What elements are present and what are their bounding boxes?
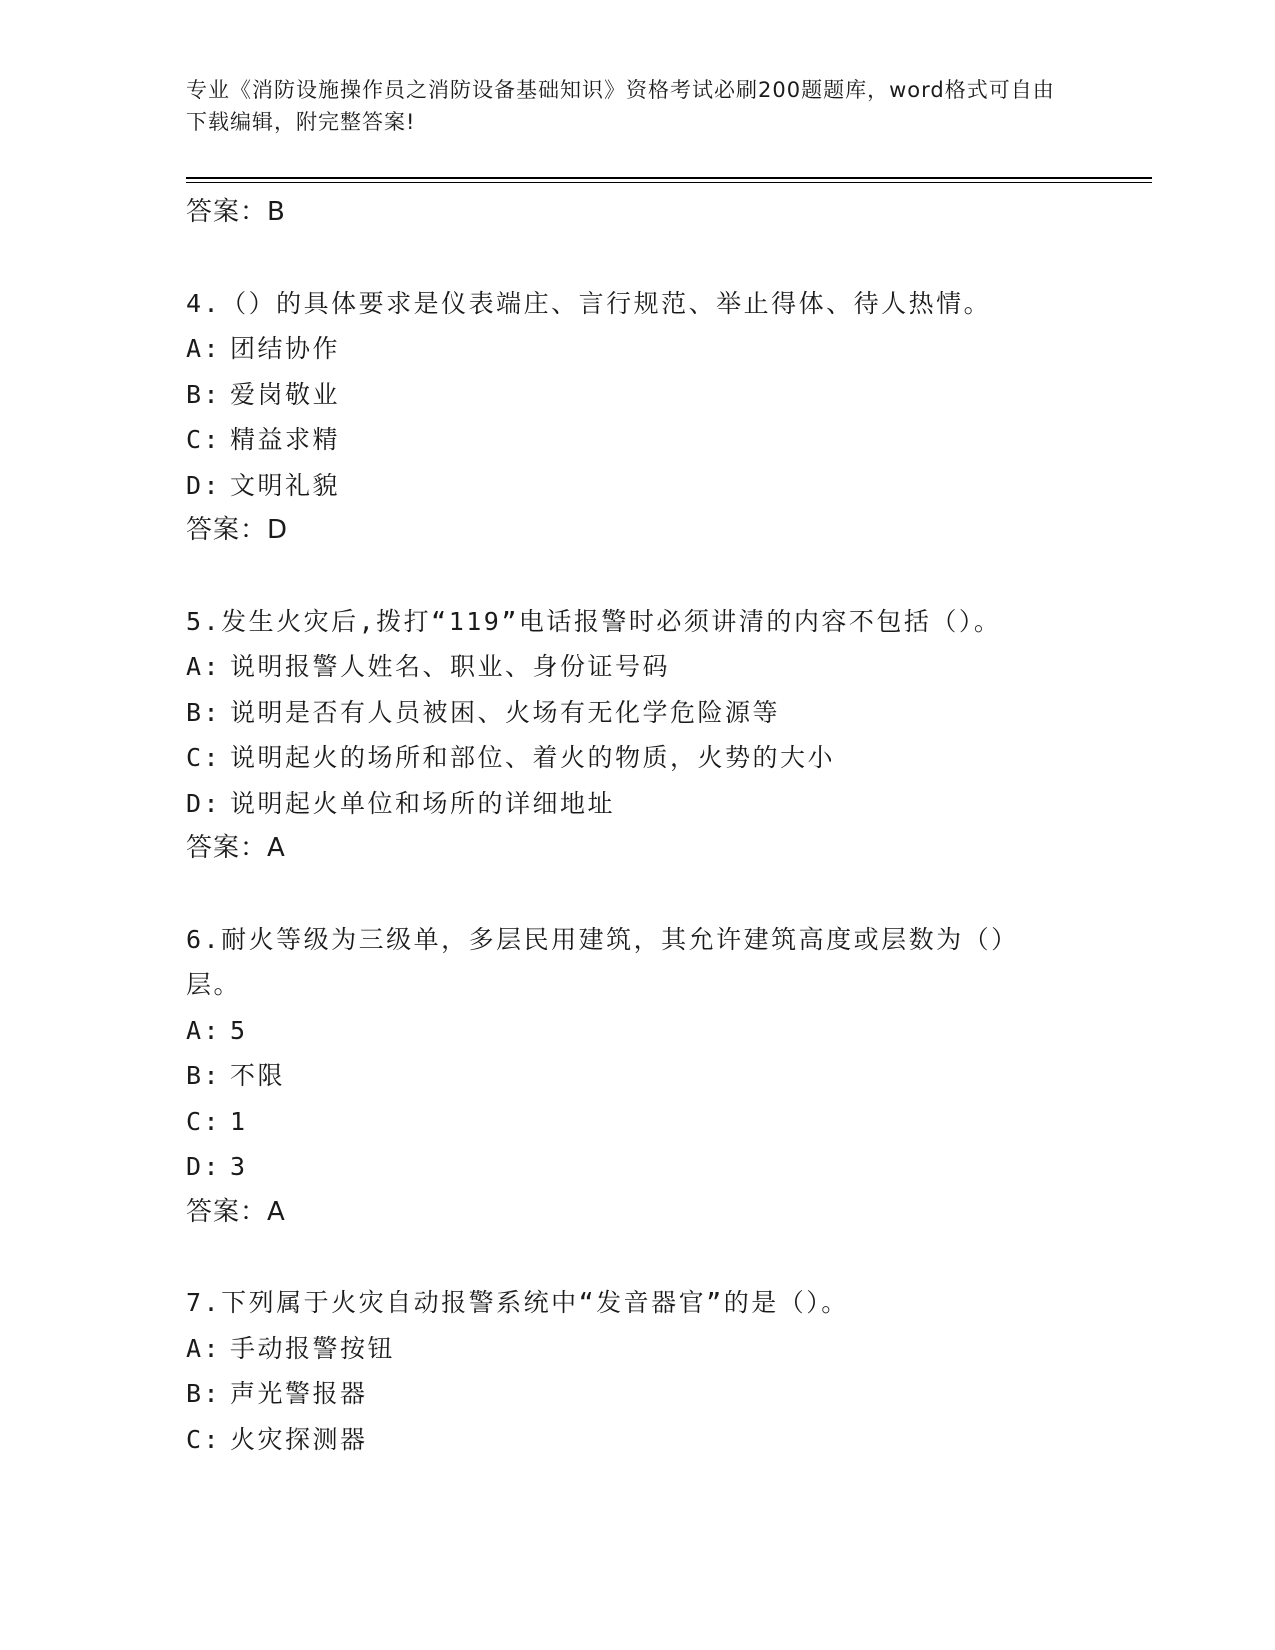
option-text: 说明报警人姓名、职业、身份证号码 xyxy=(230,652,671,681)
header-divider-thin xyxy=(186,182,1152,183)
option-prefix: C: xyxy=(186,1106,222,1136)
option-text: 5 xyxy=(230,1015,248,1045)
option-prefix: C: xyxy=(186,425,222,454)
option-c xyxy=(186,1417,1066,1463)
option-text: 说明起火单位和场所的详细地址 xyxy=(230,788,616,818)
question-7 xyxy=(186,1280,1066,1462)
question-5 xyxy=(186,599,1066,872)
option-text: 不限 xyxy=(230,1061,286,1090)
previous-answer-block xyxy=(186,190,1066,236)
document-intro: 专业《消防设施操作员之消防设备基础知识》资格考试必刷200题题库，word格式可自由下载编辑，附完整答案! xyxy=(186,78,1055,134)
question-stem: 5.发生火灾后,拨打“119”电话报警时必须讲清的内容不包括（）。 xyxy=(186,606,1002,636)
option-prefix: C: xyxy=(186,743,222,772)
header-divider-thick xyxy=(186,177,1152,179)
option-prefix: C: xyxy=(186,1424,222,1454)
option-text: 精益求精 xyxy=(230,425,341,454)
option-prefix: B: xyxy=(186,1061,222,1090)
option-c xyxy=(186,417,1066,463)
answer-line: 答案：A xyxy=(186,1196,286,1227)
answer-line: 答案：A xyxy=(186,833,286,863)
option-text: 说明是否有人员被困、火场有无化学危险源等 xyxy=(230,697,781,727)
question-list xyxy=(186,190,1066,1462)
option-text: 说明起火的场所和部位、着火的物质，火势的大小 xyxy=(230,743,836,772)
option-a xyxy=(186,326,1066,372)
option-prefix: B: xyxy=(186,1379,222,1408)
option-prefix: A: xyxy=(186,652,222,681)
answer-line: 答案：B xyxy=(186,197,286,227)
option-prefix: D: xyxy=(186,1152,222,1181)
option-b xyxy=(186,372,1066,418)
option-a xyxy=(186,1326,1066,1372)
option-c xyxy=(186,735,1066,781)
option-prefix: B: xyxy=(186,379,222,409)
answer-line: 答案：D xyxy=(186,515,289,545)
option-prefix: D: xyxy=(186,788,222,818)
question-6 xyxy=(186,917,1066,1236)
option-text: 手动报警按钮 xyxy=(230,1333,396,1363)
option-b xyxy=(186,1053,1066,1099)
option-text: 文明礼貌 xyxy=(230,470,341,500)
question-stem: 6.耐火等级为三级单，多层民用建筑，其允许建筑高度或层数为（） xyxy=(186,924,1019,954)
option-d xyxy=(186,781,1066,827)
option-text: 火灾探测器 xyxy=(230,1424,368,1454)
option-text: 声光警报器 xyxy=(230,1379,368,1408)
question-stem-continued: 层。 xyxy=(186,970,242,999)
option-prefix: A: xyxy=(186,1333,222,1363)
question-4 xyxy=(186,281,1066,554)
option-prefix: B: xyxy=(186,697,222,727)
option-prefix: A: xyxy=(186,1015,222,1045)
option-b xyxy=(186,690,1066,736)
question-stem: 7.下列属于火灾自动报警系统中“发音器官”的是（）。 xyxy=(186,1288,849,1317)
option-d xyxy=(186,1144,1066,1190)
option-b xyxy=(186,1371,1066,1417)
option-text: 1 xyxy=(230,1106,248,1136)
option-prefix: D: xyxy=(186,470,222,500)
question-stem: 4.（）的具体要求是仪表端庄、言行规范、举止得体、待人热情。 xyxy=(186,288,992,318)
option-a xyxy=(186,644,1066,690)
option-text: 爱岗敬业 xyxy=(230,379,341,409)
option-c xyxy=(186,1099,1066,1145)
option-text: 团结协作 xyxy=(230,334,341,363)
option-a xyxy=(186,1008,1066,1054)
option-prefix: A: xyxy=(186,334,222,363)
option-d xyxy=(186,463,1066,509)
option-text: 3 xyxy=(230,1152,248,1181)
